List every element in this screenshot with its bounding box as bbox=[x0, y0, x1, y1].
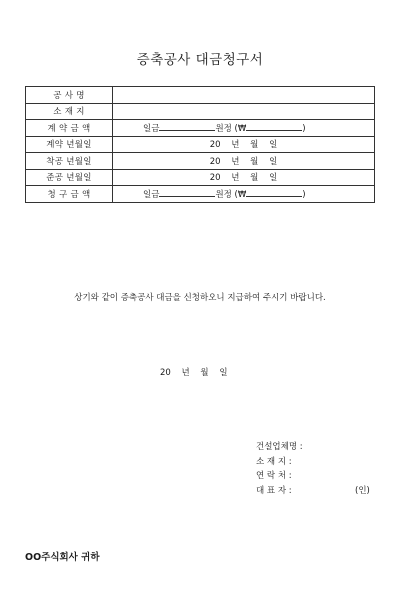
seal-mark: (인) bbox=[355, 485, 370, 496]
contract-date-label: 계약 년월일 bbox=[26, 136, 113, 153]
claim-amount-value bbox=[113, 186, 375, 203]
company-label: 건설업체명 : bbox=[256, 442, 303, 452]
completion-date-value: 20 년 월 일 bbox=[113, 169, 375, 186]
contract-info-table bbox=[25, 86, 375, 203]
table-row bbox=[26, 103, 375, 120]
amount-prefix: 일금 bbox=[143, 124, 160, 135]
contact-label: 연 락 처 : bbox=[256, 471, 292, 481]
amount-suffix: ) bbox=[302, 124, 306, 135]
table-row bbox=[26, 186, 375, 203]
amount-number-blank bbox=[246, 121, 302, 131]
issue-date: 20 년 월 일 bbox=[160, 368, 228, 378]
location-row bbox=[256, 455, 376, 470]
start-date-value: 20 년 월 일 bbox=[113, 153, 375, 170]
amount-korean-blank bbox=[159, 121, 215, 131]
request-statement: 상기와 같이 증축공사 대금을 신청하오니 지급하여 주시기 바랍니다. bbox=[74, 293, 326, 303]
location-value bbox=[113, 103, 375, 120]
contract-amount-label: 계 약 금 액 bbox=[26, 120, 113, 137]
amount-korean-blank bbox=[159, 187, 215, 197]
representative-label: 대 표 자 : bbox=[256, 485, 292, 496]
representative-row bbox=[256, 484, 376, 499]
contract-amount-value bbox=[113, 120, 375, 137]
location-label: 소 재 지 bbox=[26, 103, 113, 120]
contract-date-value: 20 년 월 일 bbox=[113, 136, 375, 153]
document-title: 증축공사 대금청구서 bbox=[136, 52, 264, 68]
company-location-label: 소 재 지 : bbox=[256, 456, 292, 467]
table-row bbox=[26, 87, 375, 104]
amount-mid: 원정 (₩ bbox=[215, 190, 247, 201]
contact-row bbox=[256, 469, 376, 484]
amount-mid: 원정 (₩ bbox=[215, 124, 247, 135]
amount-number-blank bbox=[246, 187, 302, 197]
table-row bbox=[26, 153, 375, 170]
table-row bbox=[26, 136, 375, 153]
claim-amount-label: 청 구 금 액 bbox=[26, 186, 113, 203]
table-row bbox=[26, 169, 375, 186]
start-date-label: 착공 년월일 bbox=[26, 153, 113, 170]
table-row bbox=[26, 120, 375, 137]
project-name-label: 공 사 명 bbox=[26, 87, 113, 104]
amount-suffix: ) bbox=[302, 190, 306, 201]
amount-prefix: 일금 bbox=[143, 190, 160, 201]
signature-block bbox=[256, 440, 376, 498]
project-name-value bbox=[113, 87, 375, 104]
addressee: OO주식회사 귀하 bbox=[25, 552, 100, 563]
completion-date-label: 준공 년월일 bbox=[26, 169, 113, 186]
company-row bbox=[256, 440, 376, 455]
